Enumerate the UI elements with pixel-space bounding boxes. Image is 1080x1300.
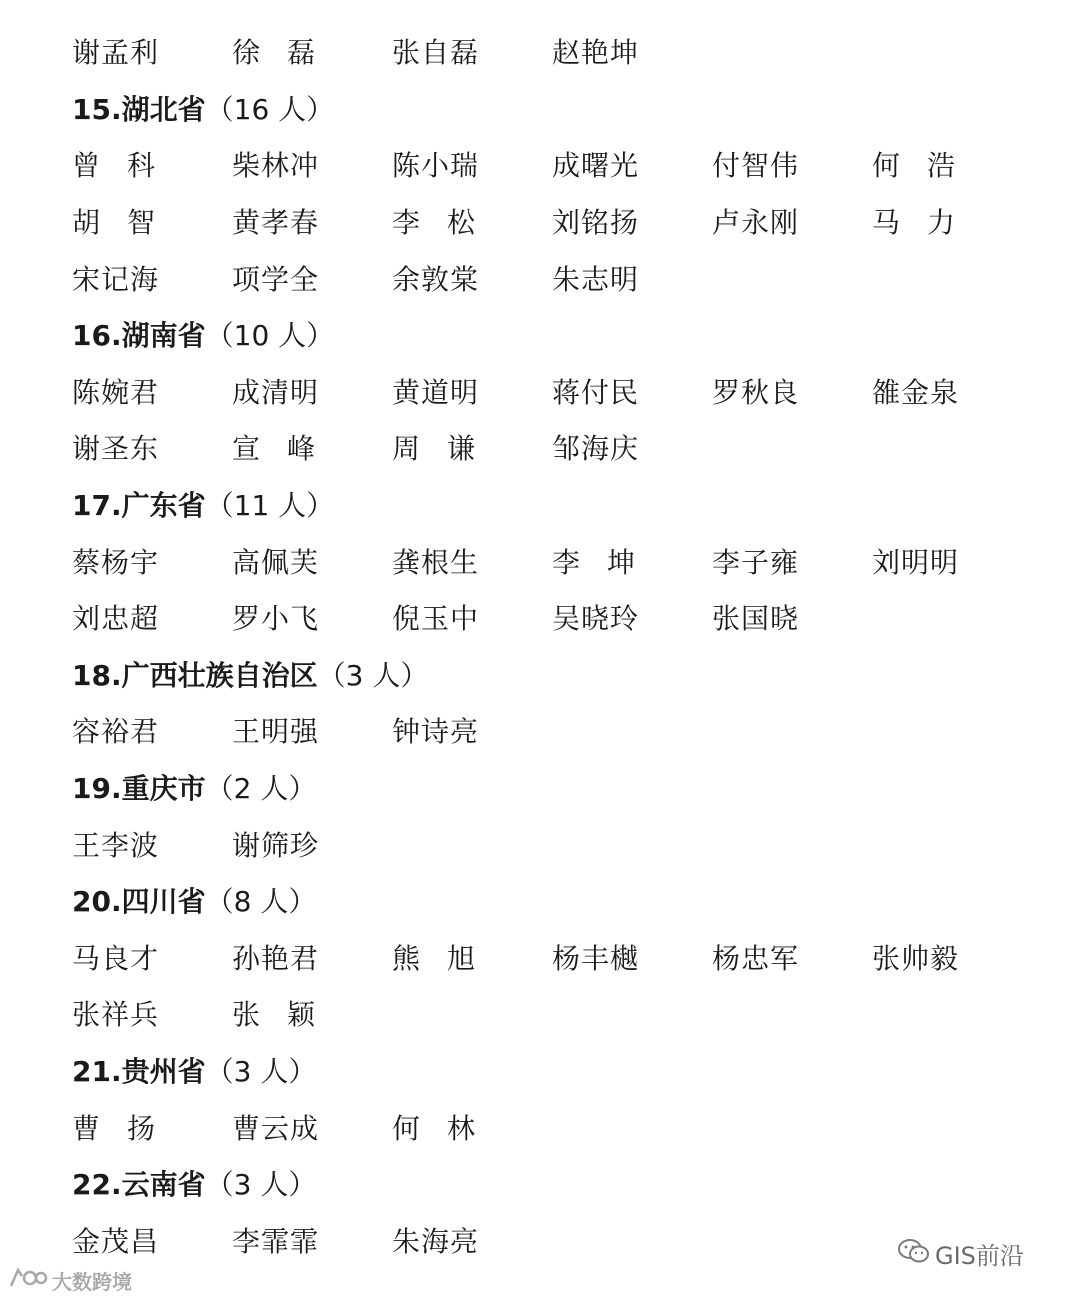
person-name: 李霏霏	[232, 1224, 320, 1258]
section-number: 21.	[72, 1054, 122, 1088]
person-count: （10 人）	[205, 319, 335, 353]
province-name: 重庆市	[121, 772, 206, 806]
name-row	[72, 365, 1062, 422]
name-row	[72, 591, 1062, 648]
province-heading	[72, 1054, 317, 1088]
section-heading	[72, 1044, 1062, 1101]
name-char: 胡	[72, 206, 102, 240]
section-number: 16.	[72, 319, 122, 353]
spaced-name	[872, 149, 956, 183]
person-name: 张自磊	[392, 36, 480, 70]
section-number: 18.	[72, 658, 122, 692]
person-name: 张祥兵	[72, 998, 160, 1032]
logo-icon	[8, 1266, 48, 1295]
spaced-name	[552, 545, 636, 579]
person-name	[392, 206, 552, 240]
province-name: 云南省	[121, 1168, 206, 1202]
person-name	[392, 432, 552, 466]
person-name: 曹云成	[232, 1111, 320, 1145]
name-char: 曹	[72, 1111, 102, 1145]
name-char: 曾	[72, 149, 102, 183]
person-name: 朱志明	[552, 262, 640, 296]
province-name: 湖南省	[121, 319, 206, 353]
name-char: 磊	[286, 36, 316, 70]
person-name: 龚根生	[392, 545, 480, 579]
name-char: 科	[126, 149, 156, 183]
section-number: 15.	[72, 92, 122, 126]
name-char: 宣	[232, 432, 262, 466]
province-name: 四川省	[121, 885, 206, 919]
province-heading	[72, 92, 335, 126]
province-name: 贵州省	[121, 1054, 206, 1088]
section-number: 22.	[72, 1168, 122, 1202]
section-number: 19.	[72, 772, 122, 806]
person-name: 付智伟	[712, 149, 800, 183]
name-char: 马	[872, 206, 902, 240]
name-char: 林	[446, 1111, 476, 1145]
name-char: 熊	[392, 941, 422, 975]
name-char: 颖	[286, 998, 316, 1032]
person-name: 成曙光	[552, 149, 640, 183]
watermark-right-text: GIS前沿	[935, 1242, 1024, 1270]
person-name: 马良才	[72, 941, 160, 975]
person-name	[872, 206, 1032, 240]
person-name: 罗小飞	[232, 602, 320, 636]
section-heading	[72, 648, 1062, 705]
spaced-name	[72, 1111, 156, 1145]
person-name: 杨忠军	[712, 941, 800, 975]
person-name: 谢筛珍	[232, 828, 320, 862]
name-char: 徐	[232, 36, 262, 70]
name-char: 谦	[446, 432, 476, 466]
name-char: 力	[926, 206, 956, 240]
spaced-name	[872, 206, 956, 240]
person-name: 高佩芙	[232, 545, 320, 579]
person-name: 蒋付民	[552, 375, 640, 409]
person-count: （3 人）	[205, 1054, 317, 1088]
person-name: 宋记海	[72, 262, 160, 296]
name-char: 峰	[286, 432, 316, 466]
spaced-name	[392, 1111, 476, 1145]
person-name	[72, 206, 232, 240]
person-name: 朱海亮	[392, 1224, 480, 1258]
person-name: 柴林冲	[232, 149, 320, 183]
person-name: 谢圣东	[72, 432, 160, 466]
person-name: 吴晓玲	[552, 602, 640, 636]
province-heading	[72, 489, 335, 523]
province-name: 广西壮族自治区	[121, 658, 318, 692]
section-heading	[72, 82, 1062, 139]
person-name: 雒金泉	[872, 375, 960, 409]
person-name: 卢永刚	[712, 206, 800, 240]
name-char: 何	[392, 1111, 422, 1145]
spaced-name	[232, 432, 316, 466]
person-count: （8 人）	[205, 885, 317, 919]
name-row	[72, 195, 1062, 252]
person-name: 刘忠超	[72, 602, 160, 636]
person-name: 李子雍	[712, 545, 800, 579]
person-name	[72, 149, 232, 183]
person-name: 蔡杨宇	[72, 545, 160, 579]
name-row	[72, 138, 1062, 195]
person-name: 黄道明	[392, 375, 480, 409]
name-char: 浩	[926, 149, 956, 183]
person-name	[552, 545, 712, 579]
person-name	[72, 1111, 232, 1145]
name-row	[72, 817, 1062, 874]
name-row	[72, 25, 1062, 82]
person-name: 王李波	[72, 828, 160, 862]
province-heading	[72, 1168, 317, 1202]
name-row	[72, 1100, 1062, 1157]
section-number: 20.	[72, 885, 122, 919]
person-name: 黄孝春	[232, 206, 320, 240]
watermark-gis-frontier	[897, 1236, 1024, 1271]
province-heading	[72, 772, 317, 806]
person-name: 陈小瑞	[392, 149, 480, 183]
section-heading	[72, 761, 1062, 818]
person-name	[232, 998, 392, 1032]
name-char: 张	[232, 998, 262, 1032]
person-name	[232, 36, 392, 70]
person-name: 余敦棠	[392, 262, 480, 296]
name-row	[72, 987, 1062, 1044]
section-heading	[72, 1157, 1062, 1214]
person-name: 倪玉中	[392, 602, 480, 636]
person-name: 成清明	[232, 375, 320, 409]
person-name: 赵艳坤	[552, 36, 640, 70]
section-heading	[72, 308, 1062, 365]
person-count: （2 人）	[205, 772, 317, 806]
section-heading	[72, 874, 1062, 931]
name-char: 何	[872, 149, 902, 183]
person-count: （3 人）	[317, 658, 429, 692]
watermark-dashu-kuajing	[8, 1266, 132, 1295]
person-name: 钟诗亮	[392, 715, 480, 749]
name-char: 扬	[126, 1111, 156, 1145]
watermark-left-text: 大数跨境	[52, 1270, 132, 1294]
person-count: （3 人）	[205, 1168, 317, 1202]
spaced-name	[232, 36, 316, 70]
name-char: 松	[446, 206, 476, 240]
person-name	[872, 149, 1032, 183]
name-row	[72, 421, 1062, 478]
name-row	[72, 534, 1062, 591]
spaced-name	[232, 998, 316, 1032]
section-heading	[72, 478, 1062, 535]
section-number: 17.	[72, 489, 122, 523]
spaced-name	[72, 149, 156, 183]
person-name	[232, 432, 392, 466]
name-char: 坤	[606, 545, 636, 579]
spaced-name	[392, 206, 476, 240]
person-name: 孙艳君	[232, 941, 320, 975]
person-count: （11 人）	[205, 489, 335, 523]
person-name: 刘铭扬	[552, 206, 640, 240]
name-row	[72, 251, 1062, 308]
person-name	[392, 941, 552, 975]
person-name: 张帅毅	[872, 941, 960, 975]
wechat-icon	[897, 1237, 931, 1271]
name-row	[72, 704, 1062, 761]
person-name: 邹海庆	[552, 432, 640, 466]
person-name: 罗秋良	[712, 375, 800, 409]
name-char: 周	[392, 432, 422, 466]
person-name: 容裕君	[72, 715, 160, 749]
spaced-name	[392, 941, 476, 975]
person-name: 陈婉君	[72, 375, 160, 409]
name-char: 旭	[446, 941, 476, 975]
person-count: （16 人）	[205, 92, 335, 126]
spaced-name	[392, 432, 476, 466]
person-name: 王明强	[232, 715, 320, 749]
province-heading	[72, 885, 317, 919]
name-row	[72, 931, 1062, 988]
province-name: 广东省	[121, 489, 206, 523]
name-char: 李	[552, 545, 582, 579]
person-name: 张国晓	[712, 602, 800, 636]
province-heading	[72, 319, 335, 353]
province-name: 湖北省	[121, 92, 206, 126]
person-name	[392, 1111, 552, 1145]
province-heading	[72, 658, 429, 692]
name-char: 智	[126, 206, 156, 240]
spaced-name	[72, 206, 156, 240]
person-name: 金茂昌	[72, 1224, 160, 1258]
person-name: 谢孟利	[72, 36, 160, 70]
person-name: 刘明明	[872, 545, 960, 579]
name-list-document	[72, 25, 1062, 1270]
name-char: 李	[392, 206, 422, 240]
person-name: 杨丰樾	[552, 941, 640, 975]
person-name: 项学全	[232, 262, 320, 296]
